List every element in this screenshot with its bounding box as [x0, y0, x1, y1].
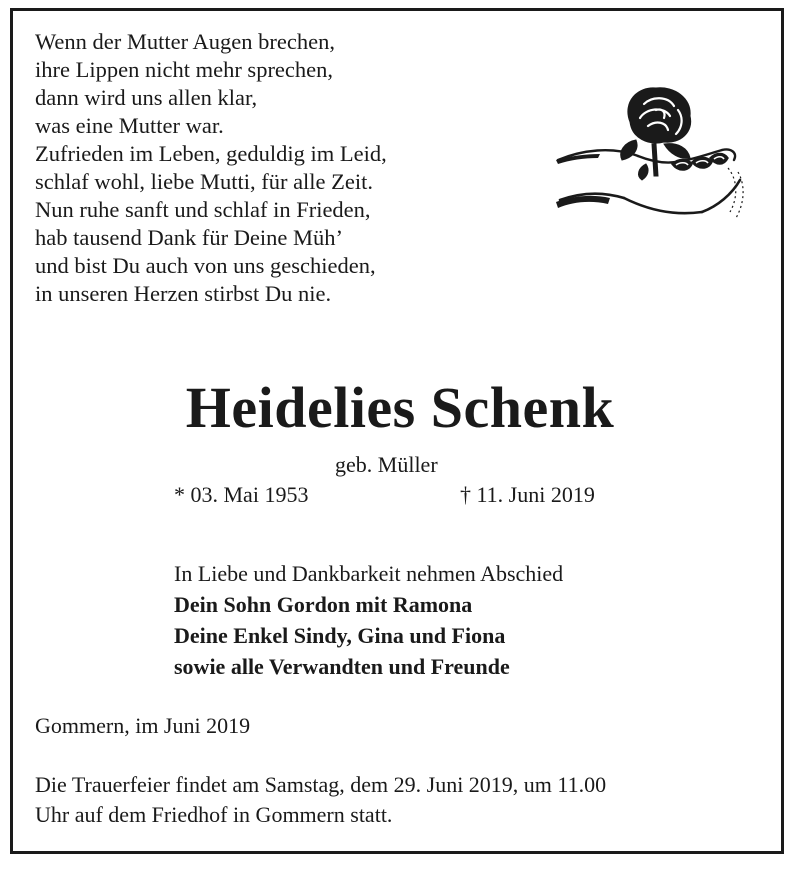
- poem-line: Wenn der Mutter Augen brechen,: [35, 29, 335, 54]
- poem-line: schlaf wohl, liebe Mutti, für alle Zeit.: [35, 169, 374, 194]
- poem-line: hab tausend Dank für Deine Müh’: [35, 225, 344, 250]
- poem-line: was eine Mutter war.: [35, 113, 224, 138]
- mourner-line: sowie alle Verwandten und Freunde: [174, 654, 510, 679]
- mourners-block: [174, 558, 563, 682]
- poem-line: Nun ruhe sanft und schlaf in Frieden,: [35, 197, 371, 222]
- ceremony-line: Uhr auf dem Friedhof in Gommern statt.: [35, 802, 393, 827]
- poem: [35, 28, 387, 308]
- mourners-intro: In Liebe und Dankbarkeit nehmen Abschied: [174, 561, 564, 586]
- poem-line: ihre Lippen nicht mehr sprechen,: [35, 57, 334, 82]
- rose-in-hands-icon: [552, 80, 752, 250]
- poem-line: und bist Du auch von uns geschieden,: [35, 253, 376, 278]
- mourner-line: Deine Enkel Sindy, Gina und Fiona: [174, 623, 506, 648]
- mourner-line: Dein Sohn Gordon mit Ramona: [174, 592, 473, 617]
- deceased-name: [0, 376, 800, 440]
- deceased-name-text: Heidelies Schenk: [185, 375, 615, 440]
- poem-line: Zufrieden im Leben, geduldig im Leid,: [35, 141, 387, 166]
- ceremony-notice: [35, 770, 775, 830]
- ceremony-line: Die Trauerfeier findet am Samstag, dem 29. Juni 2019, um 11.00: [35, 772, 607, 797]
- birth-date: * 03. Mai 1953: [174, 482, 309, 507]
- maiden-name: geb. Müller: [335, 452, 438, 477]
- death-date: † 11. Juni 2019: [460, 482, 595, 507]
- poem-line: dann wird uns allen klar,: [35, 85, 258, 110]
- poem-line: in unseren Herzen stirbst Du nie.: [35, 281, 332, 306]
- place-date: Gommern, im Juni 2019: [35, 713, 251, 738]
